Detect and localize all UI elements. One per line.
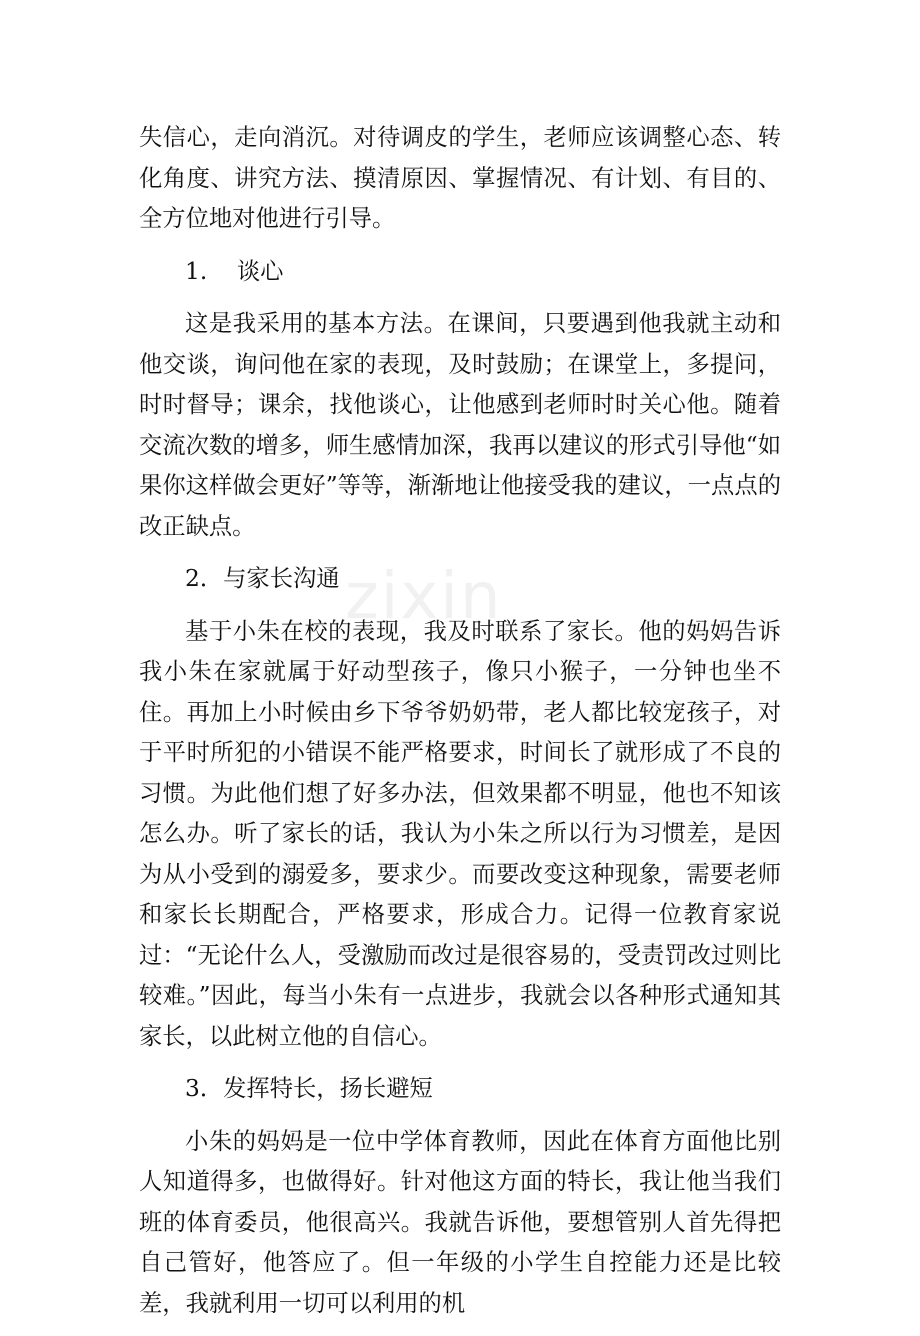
- watermark: zixin: [345, 560, 503, 634]
- paragraph-intro-continuation: 失信心，走向消沉。对待调皮的学生，老师应该调整心态、转化角度、讲究方法、摸清原因、掌握情况、有计划、有目的、全方位地对他进行引导。: [139, 124, 781, 232]
- paragraph-strengths: 小朱的妈妈是一位中学体育教师，因此在体育方面他比别人知道得多，也做得好。针对他这方面的特长，我让他当我们班的体育委员，他很高兴。我就告诉他，要想管别人首先得把自己管好，他答应了。但一年级的小学生自控能力还是比较差，我就利用一切可以利用的机: [139, 1127, 781, 1317]
- section-heading-3: 3．发挥特长，扬长避短: [185, 1075, 433, 1102]
- document-body: [139, 118, 781, 1336]
- section-heading-1: 1. 谈心: [185, 257, 284, 285]
- section-heading-2: 2．与家长沟通: [185, 565, 340, 592]
- paragraph-talk: 这是我采用的基本方法。在课间，只要遇到他我就主动和他交谈，询问他在家的表现，及时鼓励；在课堂上，多提问，时时督导；课余，找他谈心，让他感到老师时时关心他。随着交流次数的增多，师生感情加深，我再以建议的形式引导他“如果你这样做会更好”等等，渐渐地让他接受我的建议，一点点的改正缺点。: [139, 310, 781, 540]
- paragraph-parent-communication: 基于小朱在校的表现，我及时联系了家长。他的妈妈告诉我小朱在家就属于好动型孩子，像只小猴子，一分钟也坐不住。再加上小时候由乡下爷爷奶奶带，老人都比较宠孩子，对于平时所犯的小错误不能严格要求，时间长了就形成了不良的习惯。为此他们想了好多办法，但效果都不明显，他也不知该怎么办。听了家长的话，我认为小朱之所以行为习惯差，是因为从小受到的溺爱多，要求少。而要改变这种现象，需要老师和家长长期配合，严格要求，形成合力。记得一位教育家说过：“无论什么人，受激励而改过是很容易的，受责罚改过则比较难。”因此，每当小朱有一点进步，我就会以各种形式通知其家长，以此树立他的自信心。: [139, 617, 781, 1050]
